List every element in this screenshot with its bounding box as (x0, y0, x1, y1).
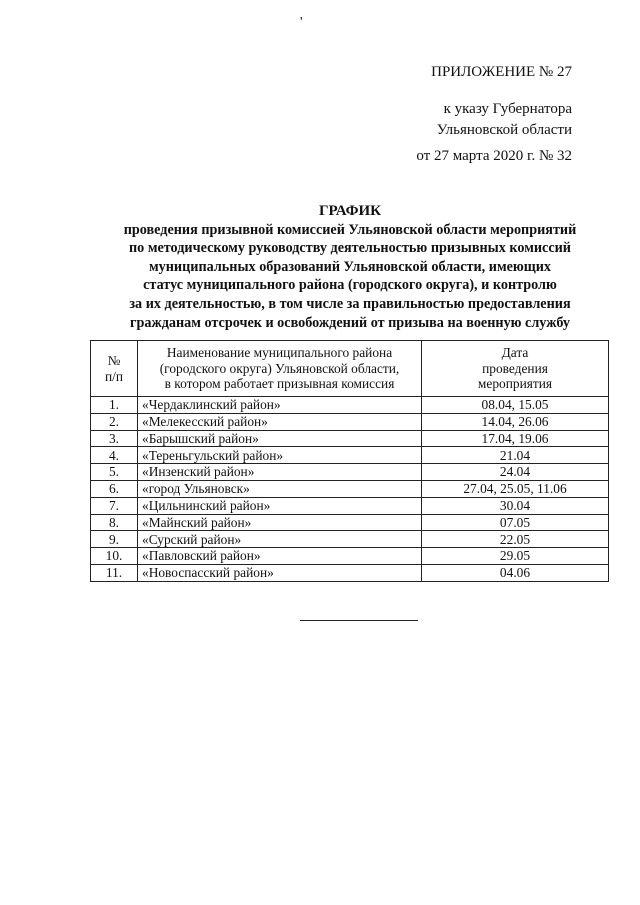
row-number: 8. (91, 514, 138, 531)
heading-line: муниципальных образований Ульяновской области, имеющих (149, 258, 551, 275)
table-body (91, 397, 609, 582)
table-row (91, 397, 609, 414)
row-number: 9. (91, 531, 138, 548)
row-number: 3. (91, 430, 138, 447)
scan-mark: ' (300, 15, 303, 30)
row-date: 21.04 (422, 447, 609, 464)
header-district-line: Наименование муниципального района (166, 345, 393, 361)
row-date: 29.05 (422, 548, 609, 565)
row-number: 1. (91, 397, 138, 414)
row-number: 2. (91, 413, 138, 430)
table-row (91, 430, 609, 447)
heading-line: проведения призывной комиссией Ульяновской области мероприятий (123, 221, 577, 238)
row-date: 30.04 (422, 497, 609, 514)
row-district: «Мелекесский район» (138, 413, 422, 430)
schedule-table (90, 340, 609, 582)
closing-rule (300, 620, 418, 621)
row-number: 5. (91, 464, 138, 481)
header-district-line: (городского округа) Ульяновской области, (159, 360, 400, 376)
row-date: 08.04, 15.05 (422, 397, 609, 414)
row-date: 27.04, 25.05, 11.06 (422, 480, 609, 497)
table-row (91, 480, 609, 497)
annex-title: ПРИЛОЖЕНИЕ № 27 (431, 64, 572, 80)
header-date (422, 341, 609, 397)
table-row (91, 497, 609, 514)
row-district: «Майнский район» (138, 514, 422, 531)
annex-reference-line-1: к указу Губернатора (443, 101, 572, 117)
table-row (91, 531, 609, 548)
header-number-line: № (107, 353, 121, 368)
annex-date: от 27 марта 2020 г. № 32 (416, 148, 572, 164)
row-number: 7. (91, 497, 138, 514)
row-district: «город Ульяновск» (138, 480, 422, 497)
row-date: 04.06 (422, 564, 609, 581)
heading-line: по методическому руководству деятельностью призывных комиссий (129, 240, 571, 257)
row-date: 14.04, 26.06 (422, 413, 609, 430)
row-district: «Чердаклинский район» (138, 397, 422, 414)
row-district: «Новоспасский район» (138, 564, 422, 581)
row-district: «Сурский район» (138, 531, 422, 548)
table-row (91, 413, 609, 430)
row-district: «Барышский район» (138, 430, 422, 447)
header-district (138, 341, 422, 397)
table-header-row (91, 341, 609, 397)
row-district: «Инзенский район» (138, 464, 422, 481)
row-district: «Павловский район» (138, 548, 422, 565)
row-number: 4. (91, 447, 138, 464)
row-district: «Тереньгульский район» (138, 447, 422, 464)
row-date: 22.05 (422, 531, 609, 548)
table-row (91, 447, 609, 464)
table-row (91, 564, 609, 581)
heading-line: гражданам отсрочек и освобождений от призыва на военную службу (130, 314, 570, 331)
document-heading (90, 202, 610, 332)
header-date-line: Дата (501, 345, 529, 361)
row-number: 10. (91, 548, 138, 565)
table-row (91, 548, 609, 565)
document-title: ГРАФИК (318, 203, 382, 219)
row-date: 17.04, 19.06 (422, 430, 609, 447)
header-number (91, 341, 138, 397)
annex-reference-line-2: Ульяновской области (436, 122, 572, 138)
header-number-line: п/п (104, 368, 124, 384)
heading-line: за их деятельностью, в том числе за правильностью предоставления (129, 295, 571, 312)
header-district-line: в котором работает призывная комиссия (164, 376, 395, 392)
table-row (91, 514, 609, 531)
row-date: 07.05 (422, 514, 609, 531)
annex-reference (437, 99, 572, 141)
row-date: 24.04 (422, 464, 609, 481)
heading-line: статус муниципального района (городского округа), и контролю (143, 277, 557, 294)
header-date-line: мероприятия (477, 376, 553, 392)
row-number: 11. (91, 564, 138, 581)
table-row (91, 464, 609, 481)
header-date-line: проведения (482, 360, 548, 376)
row-district: «Цильнинский район» (138, 497, 422, 514)
row-number: 6. (91, 480, 138, 497)
